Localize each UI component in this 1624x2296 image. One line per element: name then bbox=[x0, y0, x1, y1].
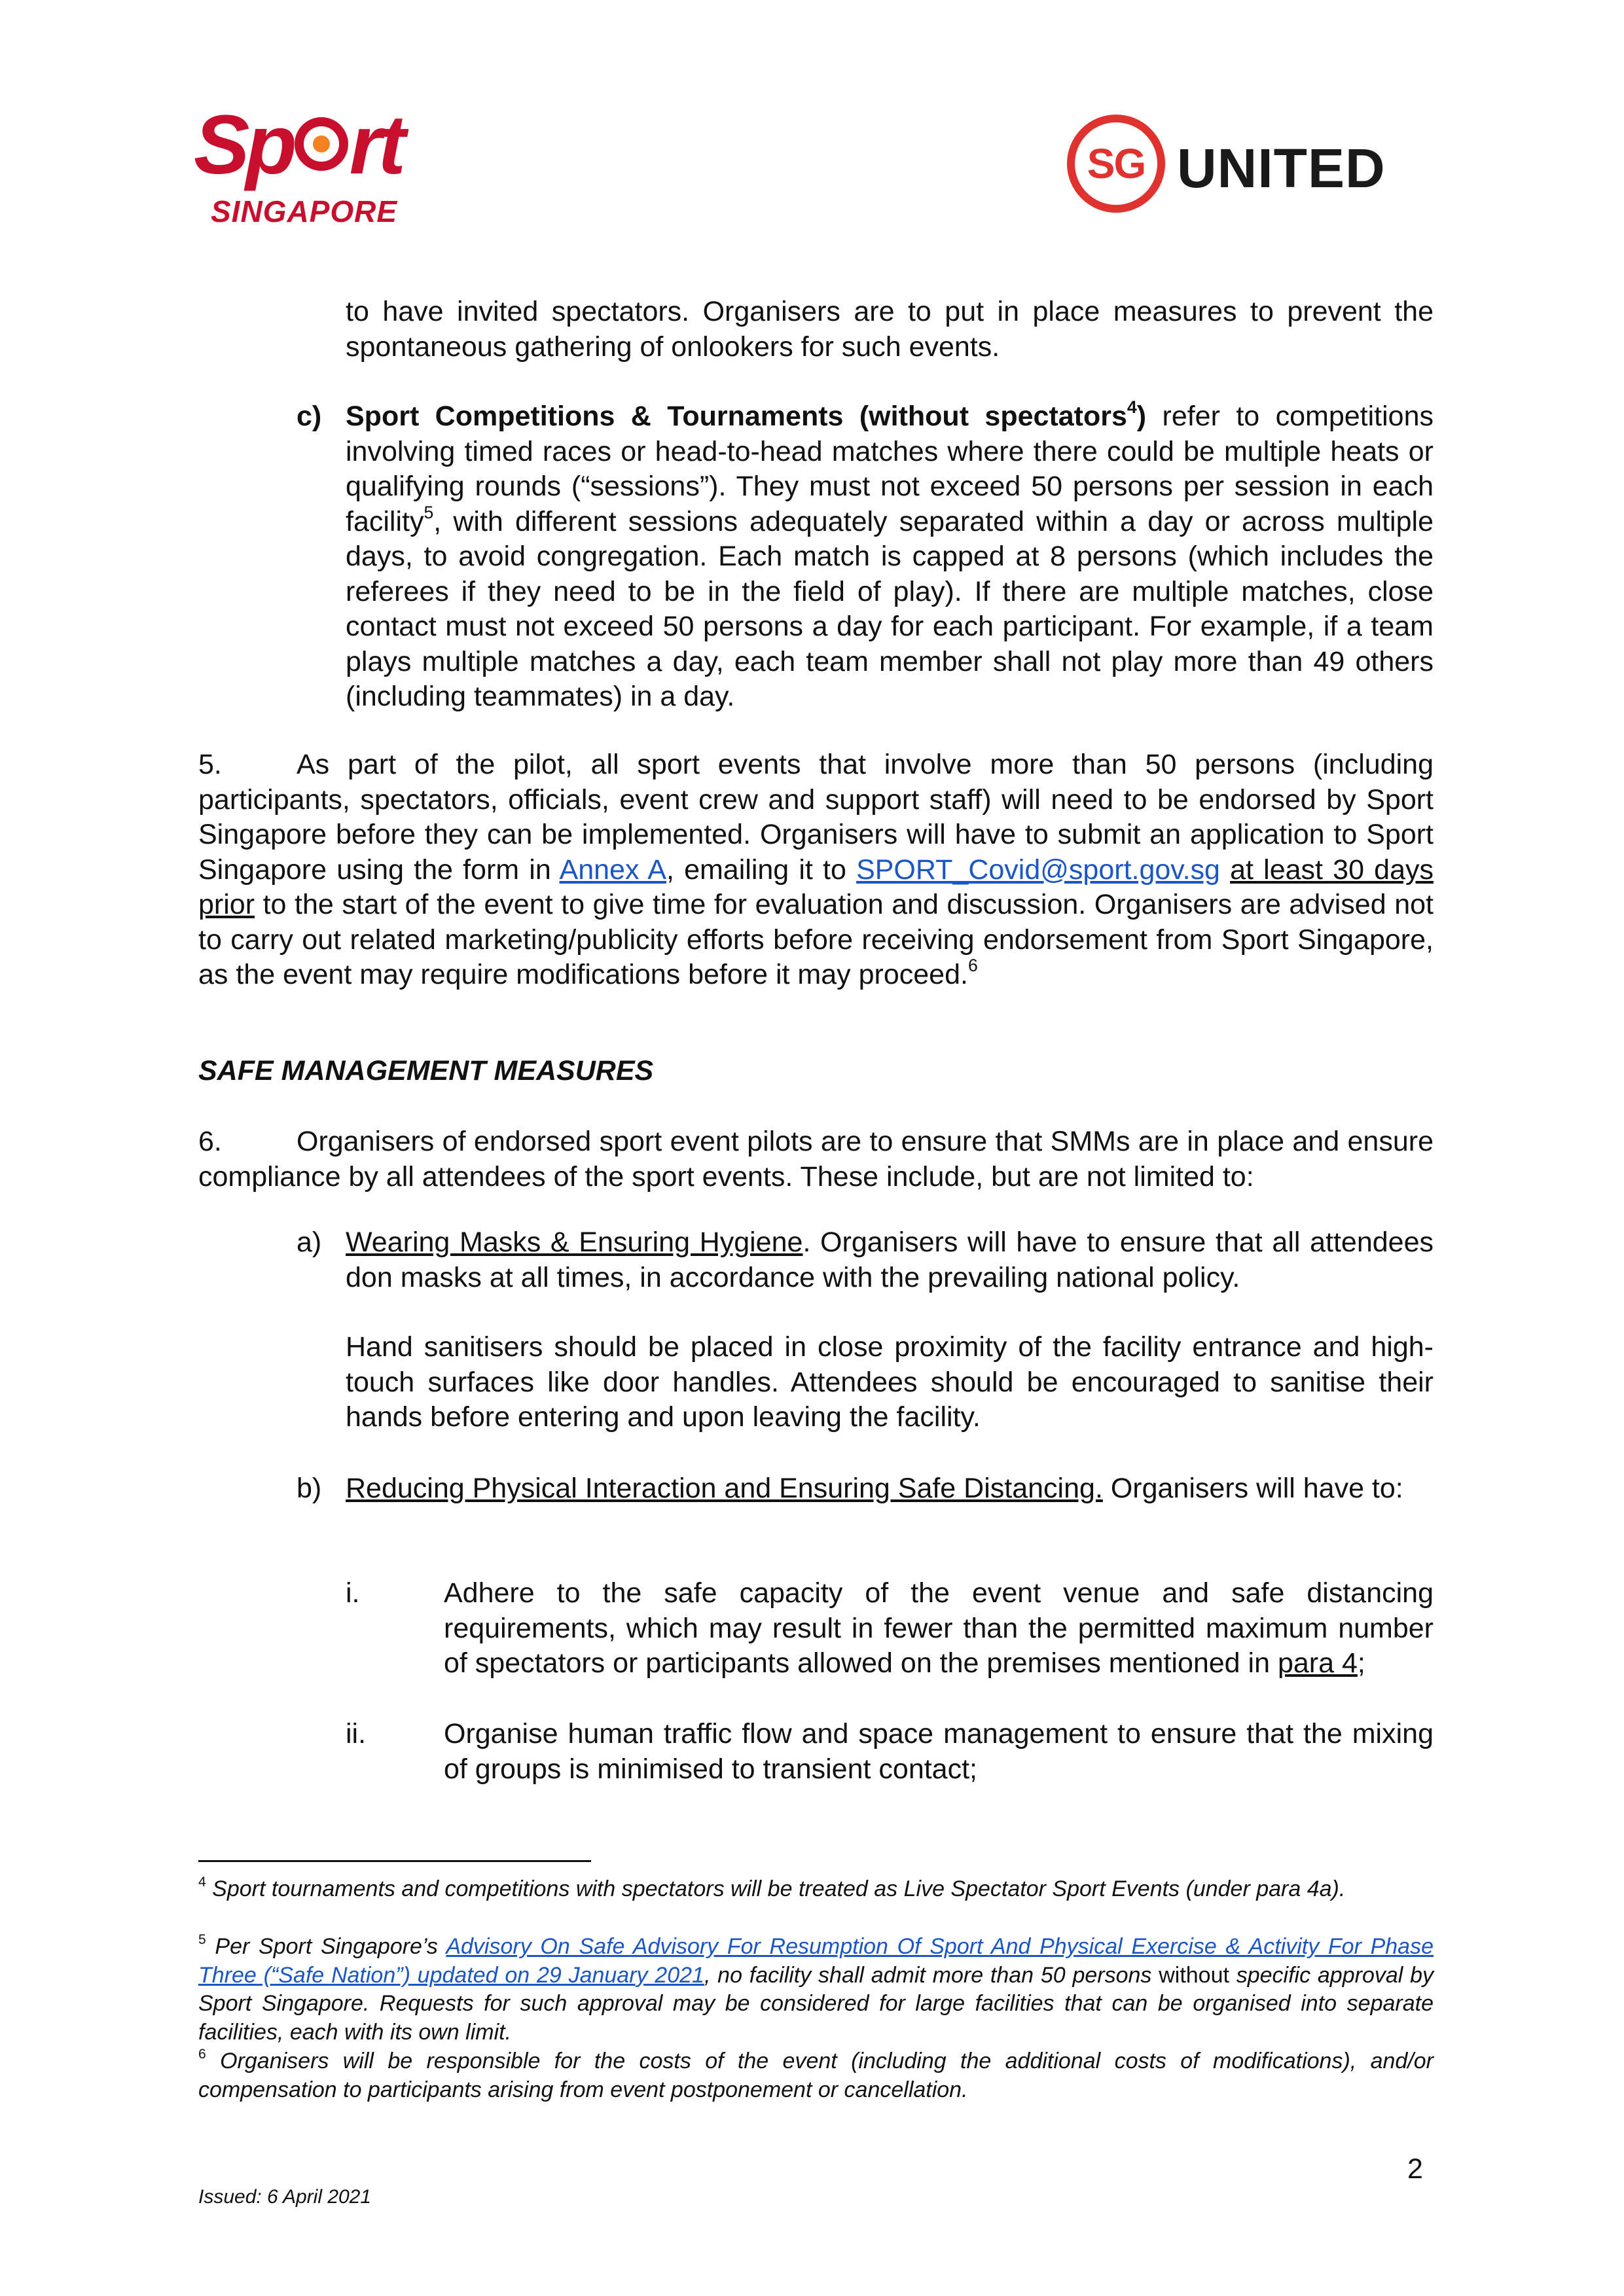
footnote-ref-4[interactable]: 4 bbox=[1127, 397, 1137, 417]
issued-date: Issued: 6 April 2021 bbox=[198, 2186, 372, 2208]
sport-logo-o-icon bbox=[295, 117, 348, 171]
continuation-paragraph bbox=[346, 295, 1434, 365]
item-a-marker: a) bbox=[297, 1227, 322, 1258]
item-a-paragraph-2: Hand sanitisers should be placed in close proximity of the facility entrance and high-touch surfaces like door handles. Attendees should be encouraged to sanitise their hands before entering and upon leaving the facility. bbox=[346, 1331, 1434, 1433]
para-6-number: 6. bbox=[198, 1126, 222, 1157]
continuation-line-1: to have invited spectators. Organisers are to put in place measures to prevent the bbox=[346, 296, 1434, 327]
section-heading: SAFE MANAGEMENT MEASURES bbox=[198, 1055, 654, 1086]
sport-logo-wordmark: Sp rt bbox=[194, 98, 402, 192]
item-c-marker: c) bbox=[297, 401, 322, 432]
para-5: As part of the pilot, all sport events that involve more than 50 persons (including participants, spectators, officials, event crew and support staff) will need to be endorsed by Sport Singapore before they can be implemented. Organisers will have to submit an application to Sport Singapore using the form in Annex A, emailing it to SPORT_Covid@sport.gov.sg at least 30 days prior to the start of the event to give time for evaluation and discussion. Organisers are advised not to carry out related marketing/publicity efforts before receiving endorsement from Sport Singapore, as the event may require modifications before it may proceed.$^6$ bbox=[198, 749, 1434, 990]
sg-badge-icon: SG bbox=[1067, 115, 1165, 213]
para-5-number: 5. bbox=[198, 749, 222, 780]
footnote-6: $^6$ Organisers will be responsible for the costs of the event (including the additional costs of modifications), and/or compensation to participants arising from event postponement or cancellation. bbox=[198, 2046, 1434, 2102]
footnote-ref-5[interactable]: 5 bbox=[424, 502, 434, 522]
sg-united-wordmark: UNITED bbox=[1177, 137, 1386, 199]
sg-united-logo bbox=[1067, 115, 1434, 219]
item-b-marker: b) bbox=[297, 1473, 322, 1504]
item-a-title: Wearing Masks & Ensuring Hygiene bbox=[346, 1227, 803, 1258]
continuation-line-2: spontaneous gathering of onlookers for such events. bbox=[346, 331, 1000, 363]
footnote-ref-6[interactable]: 6 bbox=[967, 955, 978, 975]
item-b-title: Reducing Physical Interaction and Ensuring Safe Distancing. bbox=[346, 1473, 1103, 1504]
sub-item-ii-marker: ii. bbox=[346, 1718, 367, 1749]
annex-a-link[interactable]: Annex A bbox=[559, 853, 666, 886]
item-c-paragraph: Sport Competitions & Tournaments (without spectators$^4$) refer to competitions involving timed races or head-to-head matches where there could be multiple heats or qualifying rounds (“sessions”). They must not exceed 50 persons per session in each facility$^5$, with different sessions adequately separated within a day or across multiple days, to avoid congregation. Each match is capped at 8 persons (which includes the referees if they need to be in the field of play). If there are multiple matches, close contact must not exceed 50 persons a day for each participant. For example, if a team plays multiple matches a day, each team member shall not play more than 49 others (including teammates) in a day. bbox=[346, 397, 1434, 712]
sport-singapore-logo bbox=[194, 98, 449, 228]
sub-item-i: Adhere to the safe capacity of the event venue and safe distancing requirements, which may result in fewer than the permitted maximum number of spectators or participants allowed on the premises mentioned in para 4; bbox=[444, 1577, 1434, 1679]
email-link[interactable]: SPORT_Covid@sport.gov.sg bbox=[856, 853, 1220, 886]
item-b-paragraph: Reducing Physical Interaction and Ensuring Safe Distancing. Organisers will have to: bbox=[346, 1473, 1403, 1504]
footnote-separator bbox=[198, 1860, 591, 1862]
item-c-title: Sport Competitions & Tournaments (without spectators$^4$) bbox=[346, 397, 1147, 432]
advisory-link[interactable]: Advisory On Safe Advisory For Resumption Of Sport And Physical Exercise & Activity For Phase Three (“Safe Nation”) updated on 29 January 2021 bbox=[198, 1934, 1434, 1988]
sport-logo-subtitle: SINGAPORE bbox=[211, 194, 398, 228]
page-number: 2 bbox=[1407, 2153, 1423, 2185]
item-a-paragraph: Wearing Masks & Ensuring Hygiene. Organisers will have to ensure that all attendees don masks at all times, in accordance with the prevailing national policy. bbox=[346, 1227, 1434, 1293]
footnote-4: $^4$ Sport tournaments and competitions with spectators will be treated as Live Spectator Sport Events (under para 4a). bbox=[198, 1874, 1346, 1901]
sub-item-ii: Organise human traffic flow and space management to ensure that the mixing of groups is minimised to transient contact; bbox=[444, 1718, 1434, 1785]
sub-item-i-marker: i. bbox=[346, 1577, 360, 1609]
deadline-text: at least 30 days prior bbox=[198, 853, 1434, 920]
footnote-5: $^5$ Per Sport Singapore’s Advisory On Safe Advisory For Resumption Of Sport And Physical Exercise & Activity For Phase Three (“Safe Nation”) updated on 29 January 2021, no facility shall admit more than 50 persons without specific approval by Sport Singapore. Requests for such approval may be considered for large facilities that can be organised into separate facilities, each with its own limit. bbox=[198, 1931, 1434, 2045]
para-6: Organisers of endorsed sport event pilots are to ensure that SMMs are in place and ensure compliance by all attendees of the sport events. These include, but are not limited to: bbox=[198, 1126, 1434, 1193]
para-4-reference: para 4 bbox=[1277, 1647, 1358, 1679]
